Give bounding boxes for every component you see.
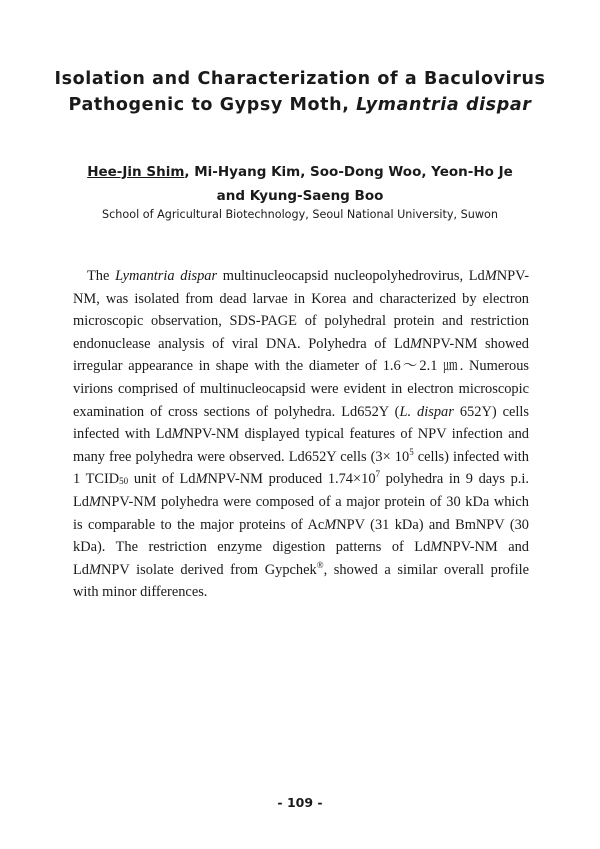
title-species-name: Lymantria dispar xyxy=(356,95,532,115)
abstract-text: 652Y) cells infected with Ld xyxy=(73,403,530,443)
abstract-text: NPV-NM and Ld xyxy=(73,539,529,578)
abstract-italic: M xyxy=(430,539,443,556)
abstract-text: NPV (31 kDa) and BmNPV (30 kDa). The restriction enzyme digestion patterns of Ld xyxy=(73,516,529,556)
abstract-text: NPV isolate derived from Gypchek xyxy=(101,561,317,578)
abstract-italic: M xyxy=(324,516,337,533)
abstract-italic: Lymantria dispar xyxy=(115,268,218,284)
abstract-text: NPV-NM polyhedra were composed of a major protein of 30 kDa which is comparable to the major proteins of Ac xyxy=(73,493,529,533)
co-authors: , Mi-Hyang Kim, Soo-Dong Woo, Yeon-Ho Je xyxy=(184,164,513,180)
abstract-italic: M xyxy=(195,471,208,488)
superscript: 7 xyxy=(375,469,381,480)
first-author: Hee-Jin Shim xyxy=(87,164,185,180)
affiliation: School of Agricultural Biotechnology, Seoul National University, Suwon xyxy=(102,208,498,221)
abstract-italic: M xyxy=(484,268,497,284)
abstract-italic: L. dispar xyxy=(399,403,454,420)
abstract-text: NPV-NM showed irregular appearance in shape with the diameter of 1.6～2.1 ㎛. Numerous virions comprised of multinucleocapsid were evident in electron microscopic examination of cross sections of polyhedra. Ld652Y ( xyxy=(73,335,530,420)
abstract-text: polyhedra in 9 days p.i. Ld xyxy=(73,471,529,510)
abstract-text: unit of Ld xyxy=(128,471,196,488)
abstract-text: The xyxy=(87,268,116,284)
abstract-italic: M xyxy=(171,426,184,443)
abstract-text: , showed a similar overall profile with minor differences. xyxy=(73,561,529,601)
author-list xyxy=(30,160,570,208)
abstract-italic: M xyxy=(89,493,101,510)
superscript: 5 xyxy=(409,446,414,457)
abstract-text: NPV-NM, was isolated from dead larvae in Korea and characterized by electron microscopic observation, SDS-PAGE of polyhedral protein and restriction endonuclease analysis of viral DNA. Polyhedra of Ld xyxy=(73,268,529,352)
title-line-1: Isolation and Characterization of a Baculovirus xyxy=(54,69,546,89)
abstract-text: NPV-NM produced 1.74×10 xyxy=(207,471,376,488)
page-number: - 109 - xyxy=(277,795,323,810)
title-line-2-prefix: Pathogenic to Gypsy Moth, xyxy=(68,95,357,115)
last-author-line: and Kyung-Saeng Boo xyxy=(216,188,384,204)
abstract-text: multinucleocapsid nucleopolyhedrovirus, Ld xyxy=(217,268,485,284)
abstract-body xyxy=(73,265,529,604)
abstract-italic: M xyxy=(89,561,101,578)
abstract-italic: M xyxy=(409,335,422,352)
abstract-text: NPV-NM displayed typical features of NPV infection and many free polyhedra were observed. Ld652Y cells (3× 10 xyxy=(73,426,529,465)
paper-title xyxy=(40,66,560,118)
registered-mark: ® xyxy=(316,559,324,570)
subscript: 50 xyxy=(119,476,129,487)
abstract-text: cells) infected with 1 TCID xyxy=(73,448,529,488)
